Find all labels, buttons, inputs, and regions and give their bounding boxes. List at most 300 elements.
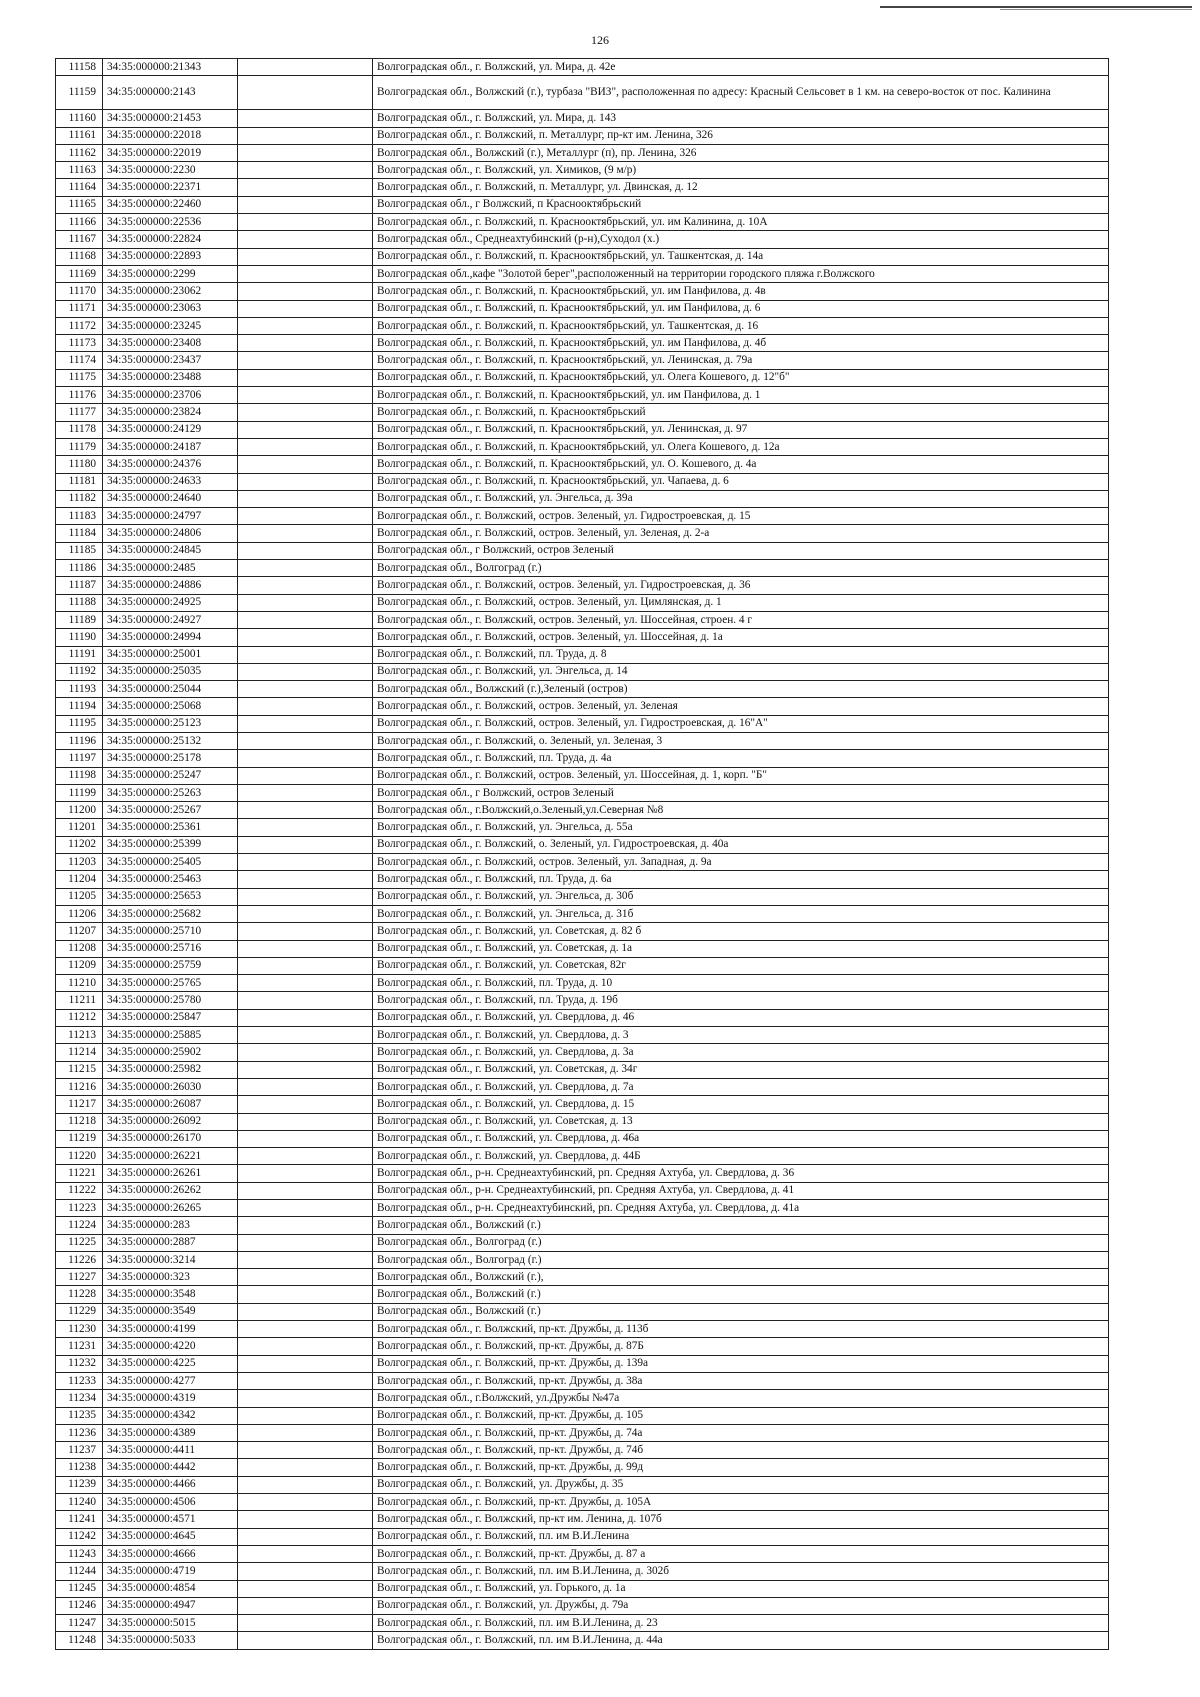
address: Волгоградская обл., г. Волжский, п. Краснооктябрьский, ул. Ленинская, д. 97 bbox=[373, 421, 1109, 438]
scan-edge-line bbox=[1000, 9, 1192, 10]
blank-cell bbox=[238, 387, 373, 404]
row-number: 11162 bbox=[56, 144, 103, 161]
row-number: 11243 bbox=[56, 1545, 103, 1562]
table-row bbox=[56, 542, 1109, 559]
cadastral-number: 34:35:000000:23706 bbox=[103, 387, 238, 404]
table-row bbox=[56, 1182, 1109, 1199]
blank-cell bbox=[238, 1632, 373, 1649]
table-row bbox=[56, 1113, 1109, 1130]
scan-edge-line bbox=[880, 6, 1192, 8]
row-number: 11170 bbox=[56, 283, 103, 300]
address: Волгоградская обл., г. Волжский, ул. Советская, д. 34г bbox=[373, 1061, 1109, 1078]
address: Волгоградская обл., Волжский (г.) bbox=[373, 1303, 1109, 1320]
row-number: 11216 bbox=[56, 1078, 103, 1095]
cadastral-number: 34:35:000000:23063 bbox=[103, 300, 238, 317]
address: Волгоградская обл., г.Волжский, ул.Дружбы №47а bbox=[373, 1390, 1109, 1407]
blank-cell bbox=[238, 110, 373, 127]
row-number: 11226 bbox=[56, 1251, 103, 1268]
address: Волгоградская обл., г. Волжский, п. Краснооктябрьский, ул. Чапаева, д. 6 bbox=[373, 473, 1109, 490]
row-number: 11200 bbox=[56, 802, 103, 819]
address: Волгоградская обл., г. Волжский, пл. Труда, д. 19б bbox=[373, 992, 1109, 1009]
address: Волгоградская обл., г. Волжский, пл. Труда, д. 10 bbox=[373, 975, 1109, 992]
blank-cell bbox=[238, 525, 373, 542]
cadastral-number: 34:35:000000:4199 bbox=[103, 1321, 238, 1338]
blank-cell bbox=[238, 646, 373, 663]
blank-cell bbox=[238, 1321, 373, 1338]
blank-cell bbox=[238, 1200, 373, 1217]
cadastral-number: 34:35:000000:25035 bbox=[103, 663, 238, 680]
table-row bbox=[56, 611, 1109, 628]
blank-cell bbox=[238, 369, 373, 386]
row-number: 11192 bbox=[56, 663, 103, 680]
row-number: 11222 bbox=[56, 1182, 103, 1199]
blank-cell bbox=[238, 1545, 373, 1562]
address: Волгоградская обл., г. Волжский, пр-кт им. Ленина, д. 107б bbox=[373, 1511, 1109, 1528]
address: Волгоградская обл., г. Волжский, пр-кт. Дружбы, д. 74б bbox=[373, 1442, 1109, 1459]
table-row bbox=[56, 732, 1109, 749]
row-number: 11196 bbox=[56, 732, 103, 749]
blank-cell bbox=[238, 473, 373, 490]
row-number: 11241 bbox=[56, 1511, 103, 1528]
address: Волгоградская обл., г.Волжский,о.Зеленый,ул.Северная №8 bbox=[373, 802, 1109, 819]
blank-cell bbox=[238, 819, 373, 836]
cadastral-number: 34:35:000000:25710 bbox=[103, 923, 238, 940]
row-number: 11213 bbox=[56, 1027, 103, 1044]
blank-cell bbox=[238, 1390, 373, 1407]
table-row bbox=[56, 888, 1109, 905]
blank-cell bbox=[238, 663, 373, 680]
cadastral-number: 34:35:000000:25716 bbox=[103, 940, 238, 957]
blank-cell bbox=[238, 179, 373, 196]
table-row bbox=[56, 438, 1109, 455]
table-row bbox=[56, 1615, 1109, 1632]
cadastral-number: 34:35:000000:25178 bbox=[103, 750, 238, 767]
blank-cell bbox=[238, 1217, 373, 1234]
blank-cell bbox=[238, 1061, 373, 1078]
address: Волгоградская обл., г. Волжский, ул. Свердлова, д. 46 bbox=[373, 1009, 1109, 1026]
blank-cell bbox=[238, 992, 373, 1009]
blank-cell bbox=[238, 248, 373, 265]
blank-cell bbox=[238, 975, 373, 992]
address: Волгоградская обл., р-н. Среднеахтубинский, рп. Средняя Ахтуба, ул. Свердлова, д. 41 bbox=[373, 1182, 1109, 1199]
address: Волгоградская обл.,кафе "Золотой берег",расположенный на территории городского пляжа г.Волжского bbox=[373, 265, 1109, 282]
blank-cell bbox=[238, 1372, 373, 1389]
address: Волгоградская обл., г. Волжский, пр-кт. Дружбы, д. 74а bbox=[373, 1424, 1109, 1441]
blank-cell bbox=[238, 577, 373, 594]
blank-cell bbox=[238, 1182, 373, 1199]
row-number: 11190 bbox=[56, 629, 103, 646]
blank-cell bbox=[238, 1597, 373, 1614]
table-row bbox=[56, 1286, 1109, 1303]
address: Волгоградская обл., г. Волжский, пл. Труда, д. 8 bbox=[373, 646, 1109, 663]
address: Волгоградская обл., Волгоград (г.) bbox=[373, 1234, 1109, 1251]
row-number: 11231 bbox=[56, 1338, 103, 1355]
cadastral-number: 34:35:000000:26030 bbox=[103, 1078, 238, 1095]
cadastral-number: 34:35:000000:25123 bbox=[103, 715, 238, 732]
table-row bbox=[56, 1165, 1109, 1182]
table-row bbox=[56, 1424, 1109, 1441]
address: Волгоградская обл., г. Волжский, остров. Зеленый, ул. Гидростроевская, д. 16"А" bbox=[373, 715, 1109, 732]
cadastral-number: 34:35:000000:4466 bbox=[103, 1476, 238, 1493]
address: Волгоградская обл., г. Волжский, ул. Советская, д. 82 б bbox=[373, 923, 1109, 940]
address: Волгоградская обл., р-н. Среднеахтубинский, рп. Средняя Ахтуба, ул. Свердлова, д. 36 bbox=[373, 1165, 1109, 1182]
cadastral-number: 34:35:000000:4389 bbox=[103, 1424, 238, 1441]
address: Волгоградская обл., г. Волжский, остров. Зеленый, ул. Шоссейная, д. 1, корп. "Б" bbox=[373, 767, 1109, 784]
table-row bbox=[56, 76, 1109, 110]
blank-cell bbox=[238, 59, 373, 76]
blank-cell bbox=[238, 421, 373, 438]
table-row bbox=[56, 404, 1109, 421]
blank-cell bbox=[238, 1528, 373, 1545]
blank-cell bbox=[238, 750, 373, 767]
row-number: 11178 bbox=[56, 421, 103, 438]
blank-cell bbox=[238, 1009, 373, 1026]
blank-cell bbox=[238, 1407, 373, 1424]
row-number: 11198 bbox=[56, 767, 103, 784]
address: Волгоградская обл., г. Волжский, остров. Зеленый, ул. Шоссейная, строен. 4 г bbox=[373, 611, 1109, 628]
address: Волгоградская обл., г. Волжский, пл. им В.И.Ленина, д. 44а bbox=[373, 1632, 1109, 1649]
table-row bbox=[56, 560, 1109, 577]
address: Волгоградская обл., г. Волжский, ул. Свердлова, д. 46а bbox=[373, 1130, 1109, 1147]
cadastral-number: 34:35:000000:22893 bbox=[103, 248, 238, 265]
table-row bbox=[56, 265, 1109, 282]
row-number: 11175 bbox=[56, 369, 103, 386]
cadastral-number: 34:35:000000:22019 bbox=[103, 144, 238, 161]
cadastral-number: 34:35:000000:26261 bbox=[103, 1165, 238, 1182]
cadastral-number: 34:35:000000:26087 bbox=[103, 1096, 238, 1113]
table-row bbox=[56, 905, 1109, 922]
blank-cell bbox=[238, 1511, 373, 1528]
address: Волгоградская обл., г. Волжский, остров. Зеленый, ул. Западная, д. 9а bbox=[373, 854, 1109, 871]
row-number: 11201 bbox=[56, 819, 103, 836]
blank-cell bbox=[238, 1563, 373, 1580]
row-number: 11234 bbox=[56, 1390, 103, 1407]
cadastral-number: 34:35:000000:26092 bbox=[103, 1113, 238, 1130]
row-number: 11186 bbox=[56, 560, 103, 577]
table-row bbox=[56, 179, 1109, 196]
address: Волгоградская обл., г. Волжский, остров. Зеленый, ул. Гидростроевская, д. 36 bbox=[373, 577, 1109, 594]
cadastral-number: 34:35:000000:5033 bbox=[103, 1632, 238, 1649]
cadastral-number: 34:35:000000:25463 bbox=[103, 871, 238, 888]
address: Волгоградская обл., г. Волжский, пр-кт. Дружбы, д. 87Б bbox=[373, 1338, 1109, 1355]
cadastral-number: 34:35:000000:323 bbox=[103, 1269, 238, 1286]
blank-cell bbox=[238, 1442, 373, 1459]
table-row bbox=[56, 1407, 1109, 1424]
cadastral-number: 34:35:000000:22824 bbox=[103, 231, 238, 248]
cadastral-number: 34:35:000000:25982 bbox=[103, 1061, 238, 1078]
cadastral-number: 34:35:000000:2143 bbox=[103, 76, 238, 110]
address: Волгоградская обл., г. Волжский, пр-кт. Дружбы, д. 139а bbox=[373, 1355, 1109, 1372]
blank-cell bbox=[238, 594, 373, 611]
blank-cell bbox=[238, 231, 373, 248]
blank-cell bbox=[238, 1355, 373, 1372]
address: Волгоградская обл., г. Волжский, ул. Свердлова, д. 44Б bbox=[373, 1148, 1109, 1165]
row-number: 11160 bbox=[56, 110, 103, 127]
table-row bbox=[56, 248, 1109, 265]
table-row bbox=[56, 923, 1109, 940]
row-number: 11181 bbox=[56, 473, 103, 490]
blank-cell bbox=[238, 836, 373, 853]
blank-cell bbox=[238, 1269, 373, 1286]
blank-cell bbox=[238, 681, 373, 698]
blank-cell bbox=[238, 335, 373, 352]
blank-cell bbox=[238, 1078, 373, 1095]
blank-cell bbox=[238, 732, 373, 749]
table-row bbox=[56, 490, 1109, 507]
table-row bbox=[56, 317, 1109, 334]
row-number: 11197 bbox=[56, 750, 103, 767]
row-number: 11225 bbox=[56, 1234, 103, 1251]
table-row bbox=[56, 715, 1109, 732]
table-row bbox=[56, 1338, 1109, 1355]
address: Волгоградская обл., г Волжский, остров Зеленый bbox=[373, 542, 1109, 559]
address: Волгоградская обл., г. Волжский, п. Краснооктябрьский, ул. им Калинина, д. 10А bbox=[373, 214, 1109, 231]
row-number: 11187 bbox=[56, 577, 103, 594]
table-row bbox=[56, 802, 1109, 819]
cadastral-number: 34:35:000000:25044 bbox=[103, 681, 238, 698]
cadastral-number: 34:35:000000:4277 bbox=[103, 1372, 238, 1389]
cadastral-number: 34:35:000000:26265 bbox=[103, 1200, 238, 1217]
row-number: 11215 bbox=[56, 1061, 103, 1078]
blank-cell bbox=[238, 1130, 373, 1147]
address: Волгоградская обл., г. Волжский, п. Краснооктябрьский, ул. Олега Кошевого, д. 12"б" bbox=[373, 369, 1109, 386]
table-row bbox=[56, 646, 1109, 663]
row-number: 11205 bbox=[56, 888, 103, 905]
blank-cell bbox=[238, 1580, 373, 1597]
table-row bbox=[56, 1632, 1109, 1649]
row-number: 11194 bbox=[56, 698, 103, 715]
row-number: 11165 bbox=[56, 196, 103, 213]
table-row bbox=[56, 1269, 1109, 1286]
row-number: 11227 bbox=[56, 1269, 103, 1286]
cadastral-number: 34:35:000000:4947 bbox=[103, 1597, 238, 1614]
cadastral-number: 34:35:000000:4645 bbox=[103, 1528, 238, 1545]
table-row bbox=[56, 456, 1109, 473]
table-row bbox=[56, 975, 1109, 992]
table-row bbox=[56, 871, 1109, 888]
cadastral-number: 34:35:000000:24994 bbox=[103, 629, 238, 646]
cadastral-number: 34:35:000000:3548 bbox=[103, 1286, 238, 1303]
cadastral-number: 34:35:000000:26262 bbox=[103, 1182, 238, 1199]
table-row bbox=[56, 629, 1109, 646]
address: Волгоградская обл., Волжский (г.) bbox=[373, 1217, 1109, 1234]
blank-cell bbox=[238, 300, 373, 317]
cadastral-number: 34:35:000000:25267 bbox=[103, 802, 238, 819]
cadastral-number: 34:35:000000:4506 bbox=[103, 1494, 238, 1511]
table-row bbox=[56, 940, 1109, 957]
row-number: 11240 bbox=[56, 1494, 103, 1511]
table-row bbox=[56, 127, 1109, 144]
cadastral-number: 34:35:000000:22371 bbox=[103, 179, 238, 196]
blank-cell bbox=[238, 1044, 373, 1061]
registry-table bbox=[55, 58, 1109, 1650]
blank-cell bbox=[238, 76, 373, 110]
cadastral-number: 34:35:000000:23245 bbox=[103, 317, 238, 334]
blank-cell bbox=[238, 1251, 373, 1268]
cadastral-number: 34:35:000000:2485 bbox=[103, 560, 238, 577]
address: Волгоградская обл., г. Волжский, пл. им В.И.Ленина, д. 302б bbox=[373, 1563, 1109, 1580]
row-number: 11173 bbox=[56, 335, 103, 352]
cadastral-number: 34:35:000000:4854 bbox=[103, 1580, 238, 1597]
cadastral-number: 34:35:000000:21453 bbox=[103, 110, 238, 127]
cadastral-number: 34:35:000000:24927 bbox=[103, 611, 238, 628]
row-number: 11218 bbox=[56, 1113, 103, 1130]
blank-cell bbox=[238, 490, 373, 507]
table-row bbox=[56, 1372, 1109, 1389]
blank-cell bbox=[238, 1234, 373, 1251]
blank-cell bbox=[238, 560, 373, 577]
cadastral-number: 34:35:000000:25780 bbox=[103, 992, 238, 1009]
row-number: 11199 bbox=[56, 784, 103, 801]
row-number: 11161 bbox=[56, 127, 103, 144]
row-number: 11163 bbox=[56, 162, 103, 179]
cadastral-number: 34:35:000000:24925 bbox=[103, 594, 238, 611]
row-number: 11182 bbox=[56, 490, 103, 507]
address: Волгоградская обл., г. Волжский, п. Краснооктябрьский, ул. Ленинская, д. 79а bbox=[373, 352, 1109, 369]
table-row bbox=[56, 992, 1109, 1009]
blank-cell bbox=[238, 456, 373, 473]
address: Волгоградская обл., г. Волжский, пл. им В.И.Ленина bbox=[373, 1528, 1109, 1545]
row-number: 11217 bbox=[56, 1096, 103, 1113]
cadastral-number: 34:35:000000:25263 bbox=[103, 784, 238, 801]
row-number: 11242 bbox=[56, 1528, 103, 1545]
row-number: 11195 bbox=[56, 715, 103, 732]
address: Волгоградская обл., г. Волжский, пр-кт. Дружбы, д. 38а bbox=[373, 1372, 1109, 1389]
table-row bbox=[56, 1580, 1109, 1597]
table-row bbox=[56, 1390, 1109, 1407]
blank-cell bbox=[238, 923, 373, 940]
address: Волгоградская обл., г. Волжский, остров. Зеленый, ул. Цимлянская, д. 1 bbox=[373, 594, 1109, 611]
cadastral-number: 34:35:000000:24376 bbox=[103, 456, 238, 473]
address: Волгоградская обл., г. Волжский, ул. Советская, д. 1а bbox=[373, 940, 1109, 957]
row-number: 11246 bbox=[56, 1597, 103, 1614]
row-number: 11237 bbox=[56, 1442, 103, 1459]
cadastral-number: 34:35:000000:25902 bbox=[103, 1044, 238, 1061]
row-number: 11184 bbox=[56, 525, 103, 542]
table-row bbox=[56, 1027, 1109, 1044]
row-number: 11164 bbox=[56, 179, 103, 196]
cadastral-number: 34:35:000000:4225 bbox=[103, 1355, 238, 1372]
row-number: 11209 bbox=[56, 957, 103, 974]
blank-cell bbox=[238, 854, 373, 871]
row-number: 11193 bbox=[56, 681, 103, 698]
blank-cell bbox=[238, 162, 373, 179]
address: Волгоградская обл., г. Волжский, п. Краснооктябрьский, ул. им Панфилова, д. 1 bbox=[373, 387, 1109, 404]
table-row bbox=[56, 162, 1109, 179]
cadastral-number: 34:35:000000:4319 bbox=[103, 1390, 238, 1407]
table-row bbox=[56, 767, 1109, 784]
row-number: 11171 bbox=[56, 300, 103, 317]
address: Волгоградская обл., г. Волжский, п. Краснооктябрьский, ул. Олега Кошевого, д. 12а bbox=[373, 438, 1109, 455]
address: Волгоградская обл., г. Волжский, ул. Энгельса, д. 14 bbox=[373, 663, 1109, 680]
address: Волгоградская обл., Волжский (г.),Зеленый (остров) bbox=[373, 681, 1109, 698]
address: Волгоградская обл., г. Волжский, ул. Дружбы, д. 79а bbox=[373, 1597, 1109, 1614]
address: Волгоградская обл., г. Волжский, пл. Труда, д. 4а bbox=[373, 750, 1109, 767]
blank-cell bbox=[238, 438, 373, 455]
row-number: 11236 bbox=[56, 1424, 103, 1441]
table-row bbox=[56, 1009, 1109, 1026]
row-number: 11228 bbox=[56, 1286, 103, 1303]
row-number: 11238 bbox=[56, 1459, 103, 1476]
address: Волгоградская обл., г. Волжский, ул. Горького, д. 1а bbox=[373, 1580, 1109, 1597]
row-number: 11248 bbox=[56, 1632, 103, 1649]
address: Волгоградская обл., Волжский (г.) bbox=[373, 1286, 1109, 1303]
page-number: 126 bbox=[591, 33, 609, 47]
row-number: 11214 bbox=[56, 1044, 103, 1061]
table-row bbox=[56, 1355, 1109, 1372]
cadastral-number: 34:35:000000:283 bbox=[103, 1217, 238, 1234]
address: Волгоградская обл., г. Волжский, п. Краснооктябрьский, ул. Ташкентская, д. 16 bbox=[373, 317, 1109, 334]
address: Волгоградская обл., г. Волжский, пр-кт. Дружбы, д. 113б bbox=[373, 1321, 1109, 1338]
address: Волгоградская обл., г. Волжский, п. Краснооктябрьский, ул. О. Кошевого, д. 4а bbox=[373, 456, 1109, 473]
cadastral-number: 34:35:000000:25399 bbox=[103, 836, 238, 853]
blank-cell bbox=[238, 214, 373, 231]
blank-cell bbox=[238, 127, 373, 144]
address: Волгоградская обл., г. Волжский, ул. Советская, 82г bbox=[373, 957, 1109, 974]
cadastral-number: 34:35:000000:4571 bbox=[103, 1511, 238, 1528]
blank-cell bbox=[238, 1476, 373, 1493]
blank-cell bbox=[238, 196, 373, 213]
row-number: 11211 bbox=[56, 992, 103, 1009]
blank-cell bbox=[238, 871, 373, 888]
address: Волгоградская обл., г. Волжский, ул. Дружбы, д. 35 bbox=[373, 1476, 1109, 1493]
registry-table-body bbox=[56, 59, 1109, 1650]
row-number: 11167 bbox=[56, 231, 103, 248]
table-row bbox=[56, 110, 1109, 127]
table-row bbox=[56, 1528, 1109, 1545]
row-number: 11224 bbox=[56, 1217, 103, 1234]
table-row bbox=[56, 577, 1109, 594]
row-number: 11233 bbox=[56, 1372, 103, 1389]
address: Волгоградская обл., г. Волжский, остров. Зеленый, ул. Гидростроевская, д. 15 bbox=[373, 508, 1109, 525]
cadastral-number: 34:35:000000:25682 bbox=[103, 905, 238, 922]
address: Волгоградская обл., г. Волжский, п. Металлург, ул. Двинская, д. 12 bbox=[373, 179, 1109, 196]
row-number: 11177 bbox=[56, 404, 103, 421]
cadastral-number: 34:35:000000:24129 bbox=[103, 421, 238, 438]
blank-cell bbox=[238, 802, 373, 819]
table-row bbox=[56, 784, 1109, 801]
cadastral-number: 34:35:000000:25885 bbox=[103, 1027, 238, 1044]
blank-cell bbox=[238, 542, 373, 559]
blank-cell bbox=[238, 940, 373, 957]
blank-cell bbox=[238, 1424, 373, 1441]
row-number: 11245 bbox=[56, 1580, 103, 1597]
address: Волгоградская обл., г. Волжский, ул. Энгельса, д. 55а bbox=[373, 819, 1109, 836]
cadastral-number: 34:35:000000:4220 bbox=[103, 1338, 238, 1355]
blank-cell bbox=[238, 317, 373, 334]
blank-cell bbox=[238, 352, 373, 369]
address: Волгоградская обл., г. Волжский, ул. Свердлова, д. 7а bbox=[373, 1078, 1109, 1095]
address: Волгоградская обл., г. Волжский, ул. Энгельса, д. 30б bbox=[373, 888, 1109, 905]
address: Волгоградская обл., Волжский (г.), турбаза "ВИЗ", расположенная по адресу: Красный Сельсовет в 1 км. на северо-восток от пос. Калинина bbox=[373, 76, 1109, 110]
table-row bbox=[56, 681, 1109, 698]
table-row bbox=[56, 836, 1109, 853]
blank-cell bbox=[238, 1165, 373, 1182]
table-row bbox=[56, 231, 1109, 248]
cadastral-number: 34:35:000000:22018 bbox=[103, 127, 238, 144]
blank-cell bbox=[238, 1096, 373, 1113]
blank-cell bbox=[238, 404, 373, 421]
row-number: 11166 bbox=[56, 214, 103, 231]
address: Волгоградская обл., г. Волжский, ул. Энгельса, д. 31б bbox=[373, 905, 1109, 922]
cadastral-number: 34:35:000000:2299 bbox=[103, 265, 238, 282]
table-row bbox=[56, 663, 1109, 680]
row-number: 11230 bbox=[56, 1321, 103, 1338]
table-row bbox=[56, 59, 1109, 76]
table-row bbox=[56, 819, 1109, 836]
row-number: 11212 bbox=[56, 1009, 103, 1026]
blank-cell bbox=[238, 784, 373, 801]
